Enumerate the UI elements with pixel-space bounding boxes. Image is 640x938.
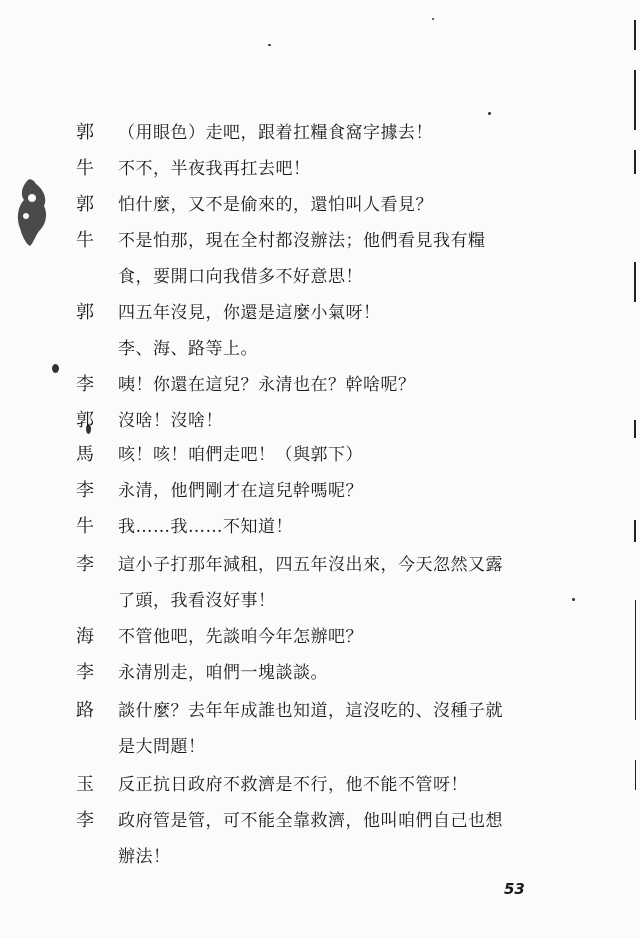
script-line [0,116,640,150]
ink-speck [268,44,271,46]
speaker-name: 牛 [76,158,94,179]
script-line [0,404,640,438]
speaker-name: 路 [76,700,94,721]
speaker-name: 牛 [76,230,94,251]
script-line [0,694,640,728]
speech-text: 永清，他們剛才在這兒幹嗎呢？ [118,481,363,501]
speaker-name: 馬 [76,444,94,465]
speaker-name: 李 [76,662,94,683]
speech-text: 我……我……不知道！ [118,517,293,537]
speaker-name: 郭 [76,194,94,215]
speech-text: （用眼色）走吧，跟着扛糧食窩字據去！ [118,123,433,143]
speech-text: 沒啥！沒啥！ [118,411,223,431]
speech-text: 不不，半夜我再扛去吧！ [118,159,311,179]
speaker-name: 李 [76,374,94,395]
speech-text: 是大問題！ [118,737,206,757]
stage-direction [0,332,640,366]
speaker-name: 李 [76,480,94,501]
script-line [0,510,640,544]
speech-text: 反正抗日政府不救濟是不行，他不能不管呀！ [118,775,468,795]
speaker-name: 玉 [76,774,94,795]
speaker-name: 牛 [76,516,94,537]
speech-text: 咦！你還在這兒？永清也在？幹啥呢？ [118,375,416,395]
script-line [0,656,640,690]
script-line [0,368,640,402]
page-number: 53 [504,880,525,898]
speaker-name: 海 [76,626,94,647]
speech-text: 辦法！ [118,847,171,867]
script-line [0,474,640,508]
speech-text: 不管他吧，先談咱今年怎辦吧？ [118,627,363,647]
script-line [0,296,640,330]
speech-text: 談什麼？去年年成誰也知道，這沒吃的、沒種子就 [118,701,503,721]
speech-text: 怕什麼，又不是偷來的，還怕叫人看見？ [118,195,433,215]
script-line [0,260,640,294]
speech-text: 咳！咳！咱們走吧！（與郭下） [118,445,363,465]
speech-text: 這小子打那年減租，四五年沒出來，今天忽然又露 [118,555,503,575]
script-line [0,548,640,582]
script-line [0,188,640,222]
binding-edge [618,0,640,938]
speaker-name: 郭 [76,122,94,143]
ink-speck [432,18,434,20]
script-line [0,152,640,186]
script-line [0,804,640,838]
speech-text: 政府管是管，可不能全靠救濟，他叫咱們自己也想 [118,811,503,831]
speech-text: 食，要開口向我借多不好意思！ [118,267,363,287]
speech-text: 不是怕那，現在全村都沒辦法；他們看見我有糧 [118,231,486,251]
script-line [0,584,640,618]
speaker-name: 李 [76,810,94,831]
script-line [0,438,640,472]
speech-text: 李、海、路等上。 [118,339,258,359]
ink-speck [488,112,491,115]
script-line [0,768,640,802]
script-line [0,620,640,654]
speech-text: 了頭，我看沒好事！ [118,591,276,611]
speech-text: 永清別走，咱們一塊談談。 [118,663,328,683]
speaker-name: 郭 [76,410,94,431]
speaker-name: 郭 [76,302,94,323]
script-line [0,730,640,764]
script-line [0,224,640,258]
speaker-name: 李 [76,554,94,575]
speech-text: 四五年沒見，你還是這麼小氣呀！ [118,303,381,323]
script-line [0,840,640,874]
